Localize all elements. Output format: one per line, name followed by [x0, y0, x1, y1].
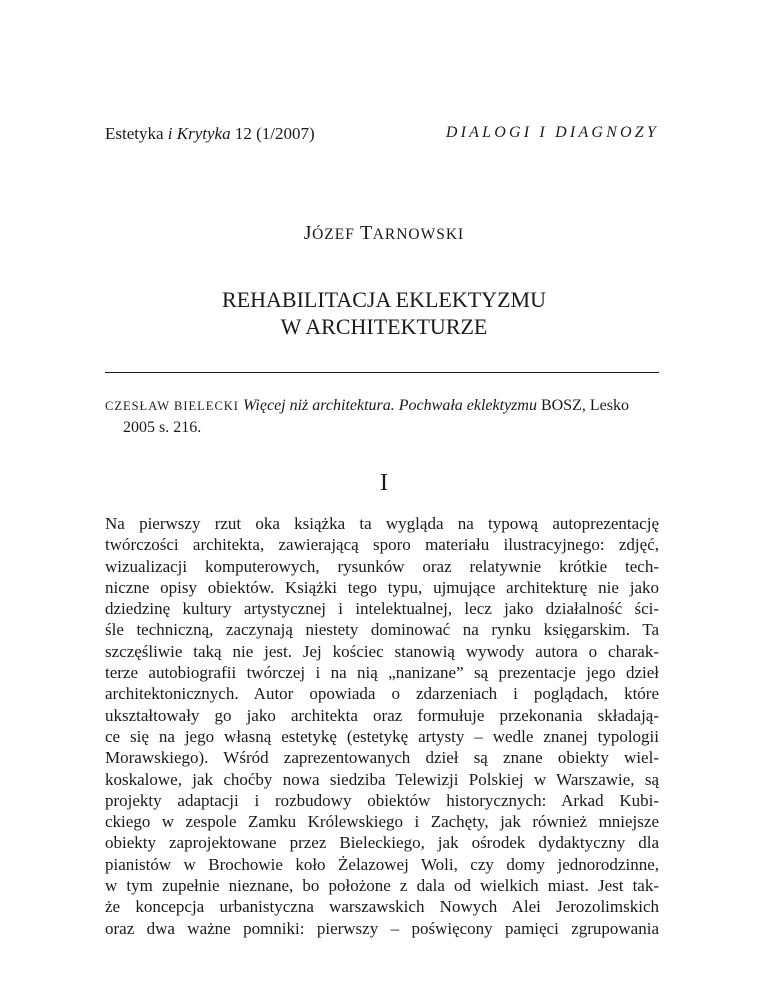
reference-publisher: BOSZ, Lesko	[540, 397, 629, 414]
journal-name: Estetyka	[105, 124, 168, 143]
body-text	[105, 513, 659, 939]
section-number: I	[380, 470, 388, 496]
journal-citation	[105, 124, 315, 144]
body-line: w tym zupełnie nieznane, bo położone z dala od wielkich miast. Jest tak-	[105, 876, 659, 896]
body-line: koskalowe, jak choćby nowa siedziba Telewizji Polskiej w Warszawie, są	[105, 769, 659, 789]
title-line-2: W ARCHITEKTURZE	[280, 314, 488, 339]
body-line: ckiego w zespole Zamku Królewskiego i Zachęty, jak również mniejsze	[105, 812, 659, 832]
body-line: obiekty zaprojektowane przez Bieleckiego, jak ośrodek dydaktyczny dla	[105, 833, 659, 853]
reference-year-pages: 2005 s. 216.	[123, 419, 202, 436]
body-line: projekty adaptacji i rozbudowy obiektów historycznych: Arkad Kubi-	[105, 790, 659, 810]
body-line: dziedzinę kultury artystycznej i intelektualnej, lecz jako działalność ści-	[105, 599, 659, 619]
article-title	[0, 286, 768, 340]
body-line: ce się na jego własną estetykę (estetykę artysty – wedle znanej typologii	[105, 726, 659, 746]
body-line: pianistów w Brochowie koło Żelazowej Woli, czy domy jednorodzinne,	[105, 854, 659, 874]
body-line: wizualizacji komputerowych, rysunków oraz relatywnie krótkie tech-	[105, 556, 659, 576]
journal-name-italic: i Krytyka	[167, 124, 231, 143]
author-first-rest: ÓZEF	[312, 226, 355, 243]
body-line: że koncepcja urbanistyczna warszawskich Nowych Alei Jerozolimskich	[105, 897, 659, 917]
body-line: twórczości architekta, zawierającą sporo materiału ilustracyjnego: zdjęć,	[105, 535, 659, 555]
body-line: terze autobiografii twórczej i na nią „nanizane” są prezentacje jego dzieł	[105, 663, 659, 683]
author-last-initial: T	[354, 222, 373, 244]
body-line: ukształtowały go jako architekta oraz formułuje przekonania składają-	[105, 705, 659, 725]
body-line: Na pierwszy rzut oka książka ta wygląda na typową autoprezentację	[105, 514, 659, 533]
body-line: Morawskiego). Wśród zaprezentowanych dzieł są znane obiekty wiel-	[105, 748, 659, 768]
article-author	[0, 222, 768, 245]
body-line: śle techniczną, zaczynają niestety dominować na rynku księgarskim. Ta	[105, 620, 659, 640]
reference-author-last: BIELECKI	[174, 399, 239, 413]
section-name: DIALOGI I DIAGNOZY	[445, 124, 659, 141]
author-first-initial: J	[303, 222, 313, 244]
title-line-1: REHABILITACJA EKLEKTYZMU	[222, 287, 546, 312]
body-line: oraz dwa ważne pomniki: pierwszy – poświęcony pamięci zgrupowania	[105, 918, 659, 938]
author-last-rest: ARNOWSKI	[372, 226, 465, 243]
title-divider	[105, 372, 659, 373]
reference-author-first: CZESŁAW	[105, 399, 171, 413]
body-line: architektonicznych. Autor opowiada o zdarzeniach i poglądach, które	[105, 684, 659, 704]
journal-issue: 12 (1/2007)	[230, 124, 315, 143]
body-line: niczne opisy obiektów. Książki tego typu, ujmujące architekturę nie jako	[105, 577, 659, 597]
book-reference	[105, 395, 659, 438]
body-line: szczęśliwie taką nie jest. Jej kościec stanowią wywody autora o charak-	[105, 641, 659, 661]
running-header	[105, 124, 659, 148]
reference-book-title: Więcej niż architektura. Pochwała eklektyzmu	[242, 397, 537, 414]
